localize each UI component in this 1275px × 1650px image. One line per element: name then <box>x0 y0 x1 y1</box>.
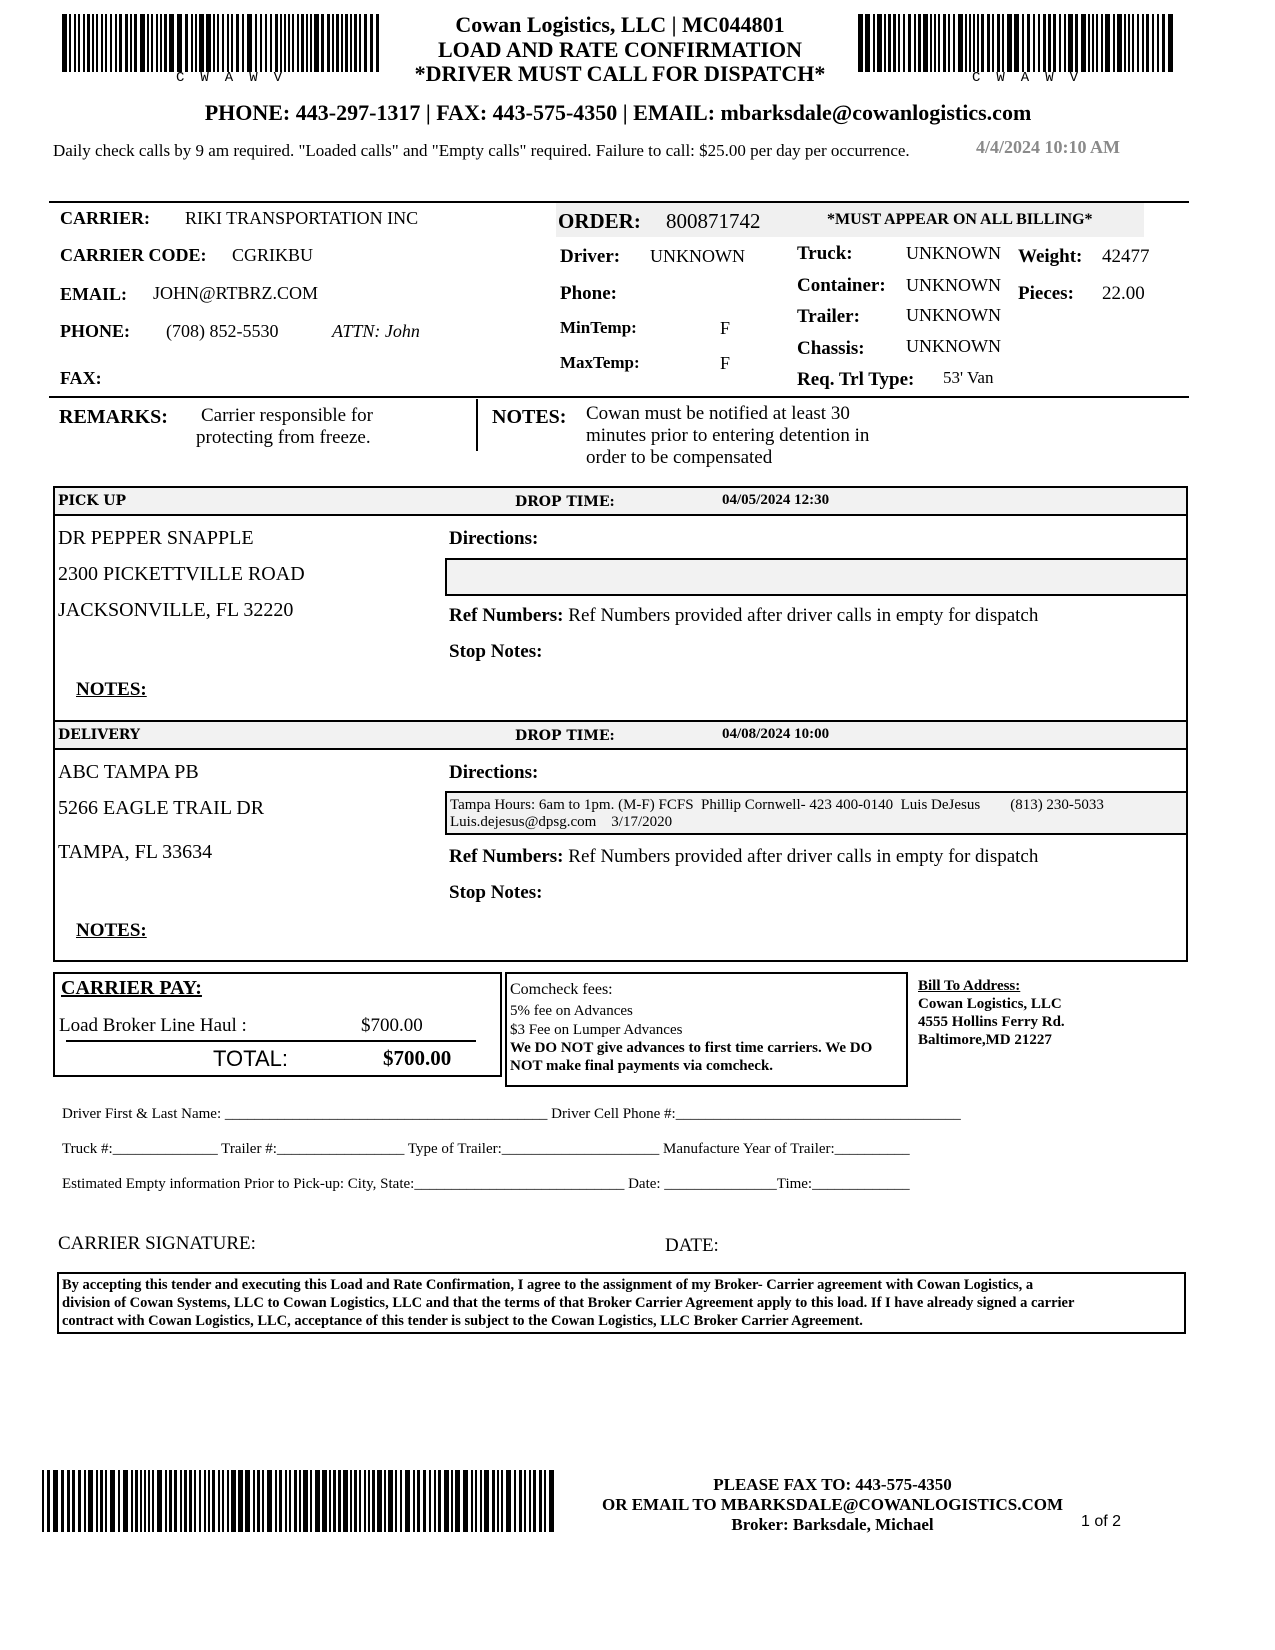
billto-line3: Baltimore,MD 21227 <box>918 1032 1052 1048</box>
chassis-value: UNKNOWN <box>906 336 1001 356</box>
remarks-line1: Carrier responsible for <box>201 405 373 426</box>
pay-total-rule <box>66 1040 476 1042</box>
delivery-ref <box>449 846 1038 868</box>
maxtemp-value: F <box>720 353 731 373</box>
page-number: 1 of 2 <box>1081 1513 1122 1530</box>
billto-line2: 4555 Hollins Ferry Rd. <box>918 1014 1065 1030</box>
pieces-label: Pieces: <box>1018 283 1074 304</box>
container-value: UNKNOWN <box>906 275 1001 295</box>
delivery-directions-line1: Tampa Hours: 6am to 1pm. (M-F) FCFS Phillip Cornwell- 423 400-0140 Luis DeJesus (813) 230-5033 <box>450 797 1104 813</box>
timestamp: 4/4/2024 10:10 AM <box>976 137 1120 157</box>
pickup-directions-field <box>445 558 1188 596</box>
comcheck-line1: 5% fee on Advances <box>510 1003 633 1019</box>
mintemp-value: F <box>720 318 731 338</box>
driver-value: UNKNOWN <box>650 246 745 266</box>
trailer-value: UNKNOWN <box>906 305 1001 325</box>
carrier-signature-label: CARRIER SIGNATURE: <box>58 1233 256 1254</box>
container-label: Container: <box>797 275 886 296</box>
carrier-attn: ATTN: John <box>332 321 420 341</box>
footer-email-line: OR EMAIL TO MBARKSDALE@COWANLOGISTICS.COM <box>601 1495 1064 1514</box>
req-trailer-value: 53' Van <box>943 368 994 387</box>
comcheck-title: Comcheck fees: <box>510 981 613 998</box>
delivery-notes-label: NOTES: <box>76 920 147 941</box>
agreement-line3: contract with Cowan Logistics, LLC, acceptance of this tender is subject to the Cowan Logistics, LLC Broker Carrier Agreement. <box>62 1313 863 1329</box>
trailer-label: Trailer: <box>797 306 860 327</box>
line-haul-value: $700.00 <box>361 1015 423 1036</box>
total-value: $700.00 <box>383 1046 452 1070</box>
pickup-header-bar <box>55 488 1186 516</box>
pickup-directions-label: Directions: <box>449 528 539 549</box>
req-trailer-label: Req. Trl Type: <box>797 369 915 390</box>
pickup-drop-time: 04/05/2024 12:30 <box>722 492 830 508</box>
date-label: DATE: <box>665 1235 719 1256</box>
billto-line1: Cowan Logistics, LLC <box>918 996 1062 1012</box>
carrier-label: CARRIER: <box>60 208 150 228</box>
carrier-phone-value: (708) 852-5530 <box>166 321 279 341</box>
company-line: Cowan Logistics, LLC | MC044801 <box>455 12 785 37</box>
pickup-name: DR PEPPER SNAPPLE <box>58 527 254 549</box>
comcheck-bold-line2: NOT make final payments via comcheck. <box>510 1058 774 1074</box>
billto-title: Bill To Address: <box>918 978 1021 994</box>
carrier-pay-title: CARRIER PAY: <box>61 977 202 999</box>
pickup-stop-notes-label: Stop Notes: <box>449 641 543 662</box>
remarks-divider <box>476 399 478 451</box>
truck-value: UNKNOWN <box>906 243 1001 263</box>
comcheck-line2: $3 Fee on Lumper Advances <box>510 1022 683 1038</box>
order-phone-label: Phone: <box>560 283 617 304</box>
delivery-drop-time: 04/08/2024 10:00 <box>722 726 830 742</box>
pickup-address: 2300 PICKETTVILLE ROAD <box>58 563 305 585</box>
contact-line: PHONE: 443-297-1317 | FAX: 443-575-4350 | EMAIL: mbarksdale@cowanlogistics.com <box>204 100 1032 125</box>
mintemp-label: MinTemp: <box>560 318 637 337</box>
barcode-bottom <box>42 1470 560 1532</box>
barcode-left-label: CWAWV <box>176 70 299 86</box>
line-haul-label: Load Broker Line Haul : <box>59 1015 247 1036</box>
delivery-drop-label: DROP TIME: <box>515 728 615 744</box>
delivery-directions-label: Directions: <box>449 762 539 783</box>
truck-label: Truck: <box>797 243 853 264</box>
order-number: 800871742 <box>666 209 761 233</box>
notes-label: NOTES: <box>492 406 567 428</box>
notes-line1: Cowan must be notified at least 30 <box>586 403 850 424</box>
order-label: ORDER: <box>558 209 641 233</box>
delivery-stop-notes-label: Stop Notes: <box>449 882 543 903</box>
agreement-line2: division of Cowan Systems, LLC to Cowan Logistics, LLC and that the terms of that Broker Carrier Agreement apply to this load. If I have already signed a carrier <box>62 1295 1075 1311</box>
notes-line2: minutes prior to entering detention in <box>586 425 870 446</box>
empty-info-line[interactable]: Estimated Empty information Prior to Pick-up: City, State:____________________________ Date: _______________Time:_____________ <box>62 1176 910 1192</box>
footer-broker-line: Broker: Barksdale, Michael <box>731 1515 934 1534</box>
agreement-line1: By accepting this tender and executing this Load and Rate Confirmation, I agree to the assignment of my Broker- Carrier agreement with Cowan Logistics, a <box>62 1277 1034 1293</box>
delivery-ref-value: Ref Numbers provided after driver calls in empty for dispatch <box>568 846 1039 867</box>
remarks-label: REMARKS: <box>59 406 168 428</box>
truck-info-line[interactable]: Truck #:______________ Trailer #:_________________ Type of Trailer:_____________________ Manufacture Year of Trailer:__________ <box>62 1141 910 1157</box>
checkcall-note: Daily check calls by 9 am required. "Loaded calls" and "Empty calls" required. Failure to call: $25.00 per day per occurrence. <box>53 141 910 160</box>
delivery-address: 5266 EAGLE TRAIL DR <box>58 797 265 819</box>
delivery-city: TAMPA, FL 33634 <box>58 841 213 863</box>
carrier-email-value: JOHN@RTBRZ.COM <box>153 283 319 303</box>
billing-note: *MUST APPEAR ON ALL BILLING* <box>827 211 1093 228</box>
carrier-email-label: EMAIL: <box>60 284 127 304</box>
delivery-directions-line2: Luis.dejesus@dpsg.com 3/17/2020 <box>450 814 673 830</box>
total-label: TOTAL: <box>213 1046 288 1071</box>
weight-label: Weight: <box>1018 246 1083 267</box>
pickup-drop-label: DROP TIME: <box>515 494 615 510</box>
driver-label: Driver: <box>560 246 621 267</box>
pickup-city: JACKSONVILLE, FL 32220 <box>58 599 294 621</box>
comcheck-bold-line1: We DO NOT give advances to first time carriers. We DO <box>510 1040 873 1056</box>
carrier-phone-label: PHONE: <box>60 321 130 341</box>
pickup-ref <box>449 605 1038 627</box>
carrier-value: RIKI TRANSPORTATION INC <box>185 208 419 228</box>
delivery-header-bar <box>55 720 1186 750</box>
pickup-ref-label: Ref Numbers: <box>449 605 564 626</box>
carrier-bottom-rule <box>49 396 1189 398</box>
weight-value: 42477 <box>1102 246 1150 267</box>
notes-line3: order to be compensated <box>586 447 773 468</box>
delivery-name: ABC TAMPA PB <box>58 761 199 783</box>
driver-info-line[interactable]: Driver First & Last Name: ___________________________________________ Driver Cell Phone #:______________________________________ <box>62 1106 961 1122</box>
pickup-ref-value: Ref Numbers provided after driver calls in empty for dispatch <box>568 605 1039 626</box>
footer-fax-line: PLEASE FAX TO: 443-575-4350 <box>713 1475 952 1494</box>
carrier-code-value: CGRIKBU <box>232 245 314 265</box>
barcode-right-label: CWAWV <box>972 70 1095 86</box>
barcode-right <box>858 14 1178 72</box>
chassis-label: Chassis: <box>797 338 865 359</box>
carrier-fax-label: FAX: <box>60 368 102 388</box>
pickup-notes-label: NOTES: <box>76 679 147 700</box>
pickup-header: PICK UP <box>58 493 126 509</box>
carrier-code-label: CARRIER CODE: <box>60 245 207 265</box>
dispatch-notice: *DRIVER MUST CALL FOR DISPATCH* <box>414 61 826 86</box>
remarks-line2: protecting from freeze. <box>196 427 371 448</box>
maxtemp-label: MaxTemp: <box>560 353 640 372</box>
document-title: LOAD AND RATE CONFIRMATION <box>437 37 803 62</box>
delivery-ref-label: Ref Numbers: <box>449 846 564 867</box>
barcode-left <box>62 14 380 72</box>
delivery-header: DELIVERY <box>58 727 140 743</box>
pieces-value: 22.00 <box>1102 283 1145 304</box>
